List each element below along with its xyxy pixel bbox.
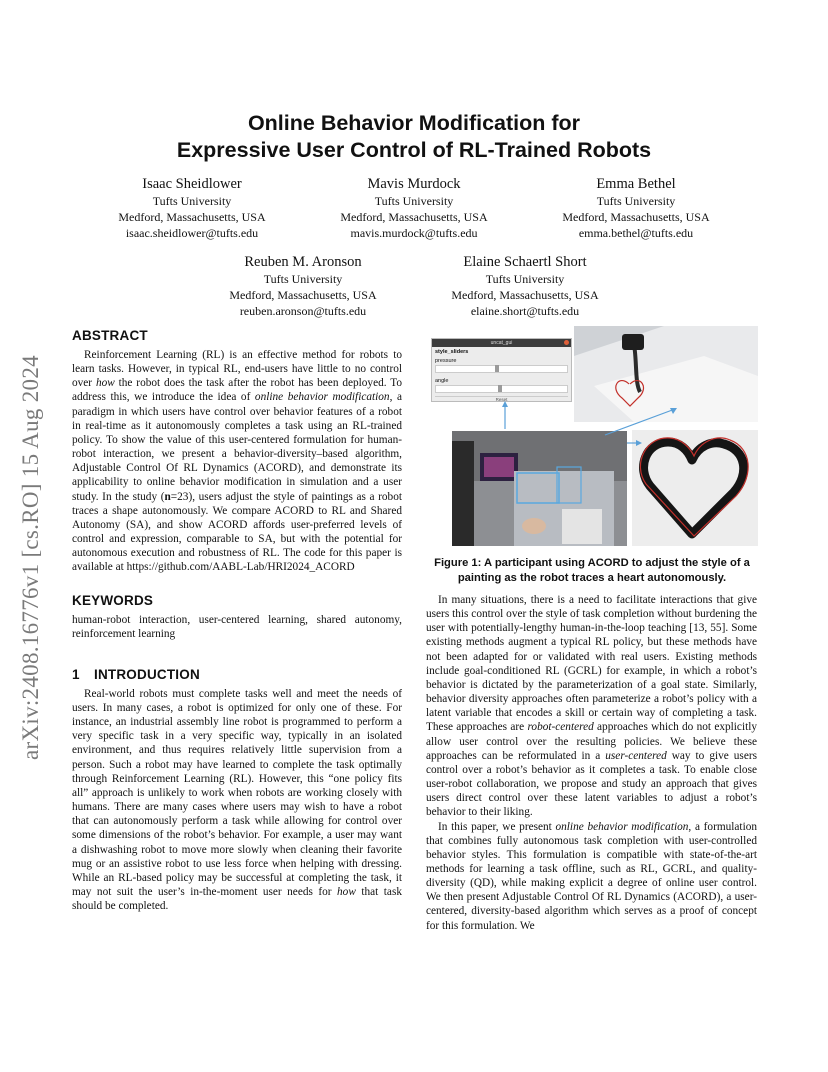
gui-panel-title: style_sliders bbox=[435, 349, 469, 355]
gui-titlebar bbox=[432, 339, 571, 347]
author-name: Emma Bethel bbox=[596, 176, 676, 192]
author-block bbox=[526, 175, 746, 241]
author-location: Medford, Massachusetts, USA bbox=[451, 288, 599, 302]
figure-caption: Figure 1: A participant using ACORD to adjust the style of a painting as the robot traces a heart autonomously. bbox=[434, 557, 750, 584]
author-affiliation: Tufts University bbox=[596, 194, 676, 208]
body-paragraph: In this paper, we present online behavior modification, a formulation that combines fully autonomous task completion with user-controlled behavior styles. This formulation is compatible with state-of-the-art methods for learning a task offline, such as RL, GCRL, and quality-diversity (QD), while making explicit a degree of online user control. We then present Adjustable Control Of RL Dynamics (ACORD), a user-centered, diversity-based algorithm which serves as a proof of concept for this formulation. We bbox=[426, 820, 758, 932]
body-paragraph: In many situations, there is a need to facilitate interactions that give users this control over the style of task completion without burdening the user with potentially-lengthy human-in-the-loop teaching [13, 55]. Some existing methods augment a typical RL policy, but these methods have not been adapted for or validated with real users. Existing methods include goal-conditioned RL (GCRL) for example, in which a robot’s behavior is dictated by the parameterization of a goal state. Similarly, behavior diversity approaches often parameterize a robot’s policy with a latent variable that encodes a skill or certain way of completing a task. These approaches are robot-centered approaches which do not explicitly allow user control over the resulting policies. We believe these approaches can be reformulated in a user-centered way to give users control over a robot’s behavior as it completes a task. To enable close user-robot collaboration, we propose and study an approach that gives users direct control over these latent variables to adjust a robot’s behavior to their liking. bbox=[426, 594, 758, 819]
author-affiliation: Tufts University bbox=[152, 194, 232, 208]
reset-button[interactable]: Reset bbox=[435, 396, 568, 402]
arxiv-identifier: arXiv:2408.16776v1 [cs.RO] 15 Aug 2024 bbox=[18, 355, 43, 760]
author-block bbox=[82, 175, 302, 241]
paper-title bbox=[60, 110, 768, 164]
author-name: Reuben M. Aronson bbox=[244, 254, 362, 270]
section-heading-introduction bbox=[72, 667, 402, 683]
author-affiliation: Tufts University bbox=[374, 194, 454, 208]
author-block bbox=[415, 253, 635, 319]
keywords-text: human-robot interaction, user-centered learning, shared autonomy, reinforcement learning bbox=[72, 613, 402, 640]
pressure-slider[interactable] bbox=[435, 365, 568, 373]
author-email: elaine.short@tufts.edu bbox=[470, 304, 580, 318]
gui-title: uncat_gui bbox=[490, 340, 513, 346]
figure-arrows bbox=[420, 395, 770, 455]
figure-gui-screenshot bbox=[431, 338, 572, 402]
author-block bbox=[193, 253, 413, 319]
section-number: 1 bbox=[72, 666, 80, 682]
keywords-heading: KEYWORDS bbox=[72, 592, 154, 608]
right-column bbox=[426, 593, 757, 933]
author-name: Isaac Sheidlower bbox=[142, 176, 242, 192]
slider-label-angle: angle bbox=[435, 378, 449, 384]
gui-body bbox=[432, 347, 571, 402]
author-location: Medford, Massachusetts, USA bbox=[340, 210, 488, 224]
author-name: Mavis Murdock bbox=[367, 176, 461, 192]
author-location: Medford, Massachusetts, USA bbox=[229, 288, 377, 302]
section-title: INTRODUCTION bbox=[94, 666, 200, 682]
abstract-text: Reinforcement Learning (RL) is an effective method for robots to learn tasks. However, in typical RL, end-users have little to no control over how the robot does the task after the robot has been deployed. To address this, we introduce the idea of online behavior modification, a paradigm in which users have control over behavior features of a robot in real-time as it autonomously completes a task using an RL-trained policy. To show the value of this user-centered formulation for human-robot interaction, we present a behavior-diversity–based algorithm, Adjustable Control Of RL Dynamics (ACORD), and demonstrate its applicability to online behavior modification in simulation and a user study. In the study (n=23), users adjust the style of paintings as a robot traces a shape autonomously. We compare ACORD to RL and Shared Autonomy (SA), and show ACORD affords user-preferred levels of control and expression, comparable to SA, but with the potential for autonomous execution and robustness of RL. The code for this paper is available at https://github.com/AABL-Lab/HRI2024_ACORD bbox=[72, 349, 402, 574]
author-affiliation: Tufts University bbox=[485, 272, 565, 286]
slider-thumb[interactable] bbox=[495, 365, 499, 372]
title-line-1: Online Behavior Modification for bbox=[247, 111, 581, 135]
slider-label-pressure: pressure bbox=[435, 358, 457, 364]
author-name: Elaine Schaertl Short bbox=[463, 254, 587, 270]
author-block bbox=[304, 175, 524, 241]
author-email: reuben.aronson@tufts.edu bbox=[239, 304, 367, 318]
author-affiliation: Tufts University bbox=[263, 272, 343, 286]
introduction-paragraph: Real-world robots must complete tasks well and meet the needs of users. In many cases, a robot is optimized for only one of these. For instance, an industrial assembly line robot is programmed to perform a very specific task in a very specific way, typically in an isolated environment, and thus requires relatively little supervision from a person. Such a robot may have learned to complete the task optimally through Reinforcement Learning (RL). However, this “one policy fits all” approach is unlikely to work when robots are working closely with humans. There are many cases where users may wish to have a robot that can autonomously perform a task while allowing for control over some dimensions of the robot’s behavior. For example, a user may want a dishwashing robot to move more slowly when cleaning their favorite mug or an assistive robot to use less force when helping with dressing. While an RL-based policy may be successful at completing the task, it may not suit the user’s in-the-moment user needs for how that task should be completed. bbox=[72, 687, 402, 913]
author-location: Medford, Massachusetts, USA bbox=[562, 210, 710, 224]
title-line-2: Expressive User Control of RL-Trained Robots bbox=[176, 138, 652, 162]
left-column bbox=[72, 328, 402, 913]
author-email: emma.bethel@tufts.edu bbox=[578, 226, 694, 240]
author-location: Medford, Massachusetts, USA bbox=[118, 210, 266, 224]
close-icon bbox=[564, 340, 569, 345]
angle-slider[interactable] bbox=[435, 385, 568, 393]
author-email: isaac.sheidlower@tufts.edu bbox=[125, 226, 259, 240]
author-email: mavis.murdock@tufts.edu bbox=[350, 226, 478, 240]
abstract-heading: ABSTRACT bbox=[72, 328, 148, 343]
slider-thumb[interactable] bbox=[498, 385, 502, 392]
